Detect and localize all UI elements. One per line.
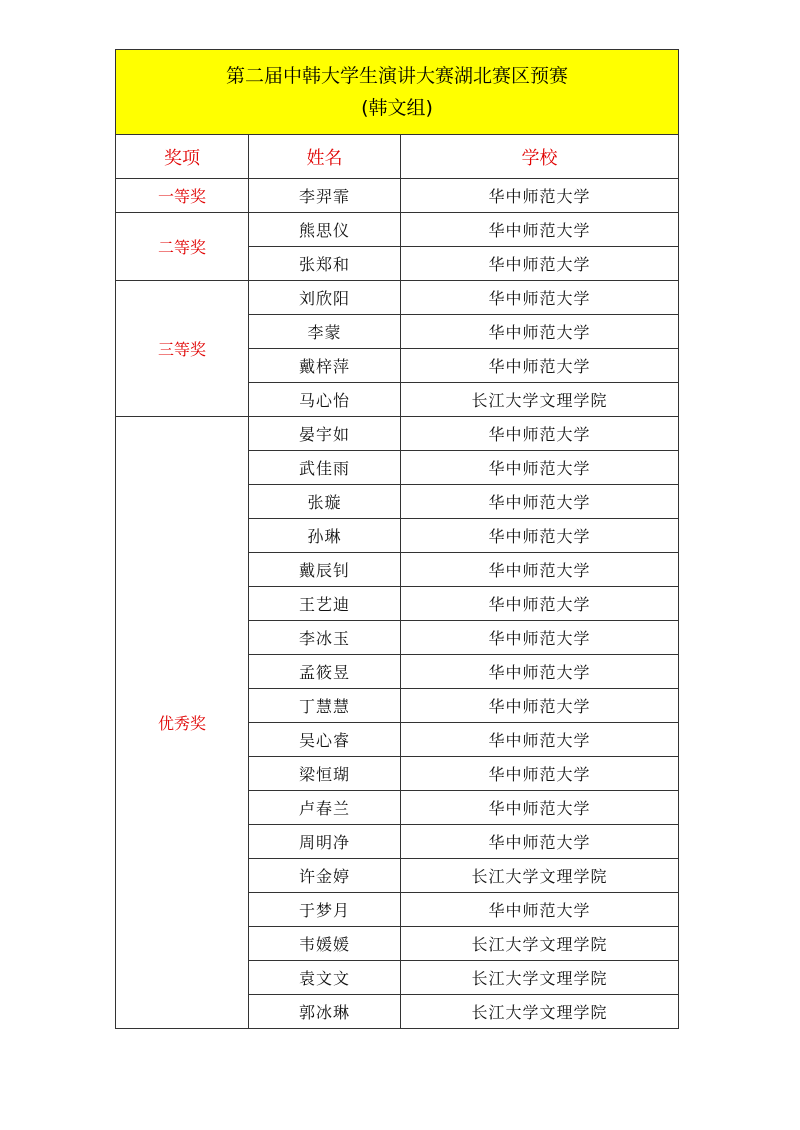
school-cell: 华中师范大学: [401, 247, 679, 281]
winner-name-cell: 许金婷: [249, 859, 401, 893]
winner-name-cell: 吴心睿: [249, 723, 401, 757]
title-line-2: (韩文组): [361, 97, 433, 119]
school-cell: 长江大学文理学院: [401, 927, 679, 961]
table-row: [116, 417, 679, 451]
school-cell: 华中师范大学: [401, 179, 679, 213]
title-row: [116, 50, 679, 135]
school-cell: 长江大学文理学院: [401, 383, 679, 417]
winner-name-cell: 戴梓萍: [249, 349, 401, 383]
school-cell: 华中师范大学: [401, 689, 679, 723]
school-cell: 长江大学文理学院: [401, 859, 679, 893]
school-cell: 华中师范大学: [401, 757, 679, 791]
award-level-cell: 三等奖: [116, 281, 249, 417]
header-row: [116, 135, 679, 179]
winner-name-cell: 丁慧慧: [249, 689, 401, 723]
winner-name-cell: 李冰玉: [249, 621, 401, 655]
name-column-header: 姓名: [249, 135, 401, 179]
winner-name-cell: 于梦月: [249, 893, 401, 927]
school-cell: 华中师范大学: [401, 723, 679, 757]
school-cell: 华中师范大学: [401, 553, 679, 587]
school-column-header: 学校: [401, 135, 679, 179]
winner-name-cell: 晏宇如: [249, 417, 401, 451]
winner-name-cell: 韦媛媛: [249, 927, 401, 961]
winner-name-cell: 孟筱昱: [249, 655, 401, 689]
school-cell: 华中师范大学: [401, 791, 679, 825]
award-level-cell: 一等奖: [116, 179, 249, 213]
winner-name-cell: 张郑和: [249, 247, 401, 281]
school-cell: 华中师范大学: [401, 825, 679, 859]
winner-name-cell: 孙琳: [249, 519, 401, 553]
table-body: [116, 179, 679, 1029]
award-level-cell: 优秀奖: [116, 417, 249, 1029]
school-cell: 华中师范大学: [401, 621, 679, 655]
school-cell: 华中师范大学: [401, 451, 679, 485]
award-level-cell: 二等奖: [116, 213, 249, 281]
winner-name-cell: 刘欣阳: [249, 281, 401, 315]
award-column-header: 奖项: [116, 135, 249, 179]
school-cell: 华中师范大学: [401, 315, 679, 349]
winner-name-cell: 卢春兰: [249, 791, 401, 825]
school-cell: 华中师范大学: [401, 349, 679, 383]
school-cell: 华中师范大学: [401, 281, 679, 315]
title-line-1: 第二届中韩大学生演讲大赛湖北赛区预赛: [226, 65, 569, 87]
school-cell: 华中师范大学: [401, 519, 679, 553]
winner-name-cell: 张璇: [249, 485, 401, 519]
awards-table: [115, 49, 679, 1029]
school-cell: 长江大学文理学院: [401, 961, 679, 995]
table-row: [116, 179, 679, 213]
school-cell: 长江大学文理学院: [401, 995, 679, 1029]
winner-name-cell: 袁文文: [249, 961, 401, 995]
table-row: [116, 213, 679, 247]
school-cell: 华中师范大学: [401, 893, 679, 927]
winner-name-cell: 王艺迪: [249, 587, 401, 621]
winner-name-cell: 熊思仪: [249, 213, 401, 247]
school-cell: 华中师范大学: [401, 417, 679, 451]
school-cell: 华中师范大学: [401, 213, 679, 247]
school-cell: 华中师范大学: [401, 587, 679, 621]
winner-name-cell: 郭冰琳: [249, 995, 401, 1029]
winner-name-cell: 周明净: [249, 825, 401, 859]
winner-name-cell: 马心怡: [249, 383, 401, 417]
winner-name-cell: 戴辰钊: [249, 553, 401, 587]
winner-name-cell: 武佳雨: [249, 451, 401, 485]
table-row: [116, 281, 679, 315]
winner-name-cell: 梁恒瑚: [249, 757, 401, 791]
school-cell: 华中师范大学: [401, 485, 679, 519]
table-title: [116, 50, 679, 135]
winner-name-cell: 李羿霏: [249, 179, 401, 213]
winner-name-cell: 李蒙: [249, 315, 401, 349]
school-cell: 华中师范大学: [401, 655, 679, 689]
